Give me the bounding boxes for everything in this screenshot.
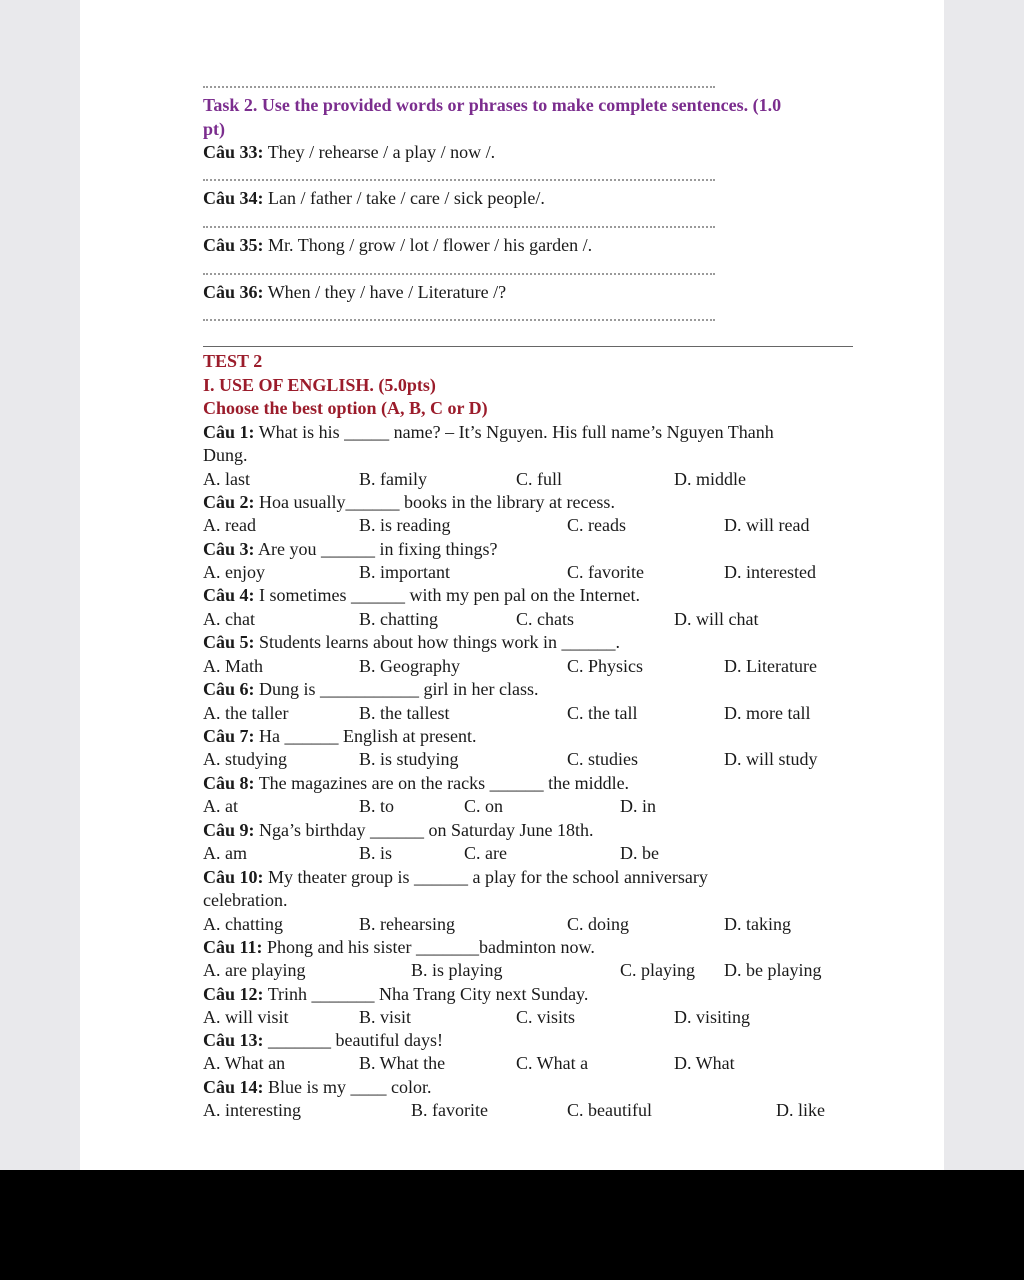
question-number: Câu 6:	[203, 679, 255, 699]
question-14-option-c[interactable]: C. beautiful	[567, 1100, 652, 1120]
question-3-option-b[interactable]: B. important	[359, 562, 450, 582]
question-10-stem-cont: celebration.	[203, 890, 288, 910]
question-1-stem-cont: Dung.	[203, 445, 248, 465]
question-number: Câu 10:	[203, 867, 264, 887]
question-13-stem	[203, 1029, 443, 1051]
question-7-option-c[interactable]: C. studies	[567, 749, 639, 769]
instruction: Choose the best option (A, B, C or D)	[203, 398, 488, 418]
task2-item: Câu 35: Mr. Thong / grow / lot / flower / his garden /.	[203, 235, 593, 255]
question-11-stem	[203, 936, 595, 958]
question-3-option-a[interactable]: A. enjoy	[203, 562, 265, 582]
test-title: TEST 2	[203, 351, 263, 371]
question-10-stem	[203, 866, 708, 888]
question-12-option-a[interactable]: A. will visit	[203, 1007, 289, 1027]
question-13-option-b[interactable]: B. What the	[359, 1053, 446, 1073]
question-4-option-d[interactable]: D. will chat	[674, 609, 759, 629]
task2-item: Câu 36: When / they / have / Literature /?	[203, 282, 507, 302]
question-number: Câu 11:	[203, 937, 263, 957]
question-7-option-a[interactable]: A. studying	[203, 749, 288, 769]
question-number: Câu 4:	[203, 585, 255, 605]
question-text: Hoa usually______ books in the library at recess.	[254, 492, 615, 512]
question-number: Câu 14:	[203, 1077, 264, 1097]
question-8-option-c[interactable]: C. on	[464, 796, 504, 816]
question-7-option-b[interactable]: B. is studying	[359, 749, 459, 769]
question-13-option-a[interactable]: A. What an	[203, 1053, 286, 1073]
question-9-option-b[interactable]: B. is	[359, 843, 393, 863]
question-11-option-d[interactable]: D. be playing	[724, 960, 822, 980]
question-text: Students learns about how things work in ______.	[254, 632, 620, 652]
question-text: Dung is ___________ girl in her class.	[254, 679, 539, 699]
question-text: _______ beautiful days!	[263, 1030, 443, 1050]
question-5-option-b[interactable]: B. Geography	[359, 656, 460, 676]
question-7-option-d[interactable]: D. will study	[724, 749, 818, 769]
question-12-stem	[203, 983, 588, 1005]
question-9-option-a[interactable]: A. am	[203, 843, 247, 863]
question-text: Ha ______ English at present.	[254, 726, 477, 746]
question-11-option-b[interactable]: B. is playing	[411, 960, 503, 980]
question-6-option-a[interactable]: A. the taller	[203, 703, 289, 723]
question-2-stem	[203, 491, 615, 513]
question-4-stem	[203, 584, 640, 606]
task2-item: Câu 33: They / rehearse / a play / now /.	[203, 142, 496, 162]
question-5-option-a[interactable]: A. Math	[203, 656, 263, 676]
question-5-option-c[interactable]: C. Physics	[567, 656, 644, 676]
question-6-stem	[203, 678, 539, 700]
question-text: The magazines are on the racks ______ the middle.	[254, 773, 630, 793]
answer-line	[203, 226, 715, 228]
question-2-option-a[interactable]: A. read	[203, 515, 256, 535]
question-11-option-a[interactable]: A. are playing	[203, 960, 306, 980]
question-1-stem	[203, 421, 774, 443]
question-8-option-d[interactable]: D. in	[620, 796, 656, 816]
question-text: Blue is my ____ color.	[263, 1077, 432, 1097]
question-number: Câu 8:	[203, 773, 255, 793]
question-1-option-d[interactable]: D. middle	[674, 469, 746, 489]
question-4-option-b[interactable]: B. chatting	[359, 609, 438, 629]
question-number: Câu 12:	[203, 984, 264, 1004]
question-1-option-a[interactable]: A. last	[203, 469, 250, 489]
section-divider	[203, 346, 853, 347]
question-number: Câu 7:	[203, 726, 255, 746]
question-text: My theater group is ______ a play for the school anniversary	[263, 867, 708, 887]
question-13-option-d[interactable]: D. What	[674, 1053, 735, 1073]
question-9-option-d[interactable]: D. be	[620, 843, 659, 863]
question-number: Câu 5:	[203, 632, 255, 652]
question-3-stem	[203, 538, 498, 560]
question-number: Câu 3:	[203, 539, 255, 559]
question-3-option-d[interactable]: D. interested	[724, 562, 816, 582]
question-3-option-c[interactable]: C. favorite	[567, 562, 644, 582]
answer-line	[203, 319, 715, 321]
question-14-stem	[203, 1076, 432, 1098]
question-12-option-b[interactable]: B. visit	[359, 1007, 412, 1027]
question-1-option-b[interactable]: B. family	[359, 469, 427, 489]
question-12-option-c[interactable]: C. visits	[516, 1007, 576, 1027]
task2-title-cont: pt)	[203, 119, 225, 139]
question-2-option-b[interactable]: B. is reading	[359, 515, 451, 535]
question-8-stem	[203, 772, 629, 794]
question-text: What is his _____ name? – It’s Nguyen. His full name’s Nguyen Thanh	[254, 422, 774, 442]
question-text: Phong and his sister _______badminton now.	[262, 937, 595, 957]
section-title: I. USE OF ENGLISH. (5.0pts)	[203, 375, 436, 395]
question-14-option-b[interactable]: B. favorite	[411, 1100, 488, 1120]
question-2-option-c[interactable]: C. reads	[567, 515, 626, 535]
task2-title: Task 2. Use the provided words or phrases to make complete sentences. (1.0	[203, 95, 782, 115]
question-8-option-b[interactable]: B. to	[359, 796, 395, 816]
question-10-option-d[interactable]: D. taking	[724, 914, 791, 934]
question-number: Câu 2:	[203, 492, 255, 512]
question-8-option-a[interactable]: A. at	[203, 796, 238, 816]
question-10-option-c[interactable]: C. doing	[567, 914, 630, 934]
question-text: Trinh _______ Nha Trang City next Sunday.	[263, 984, 589, 1004]
answer-line	[203, 179, 715, 181]
question-12-option-d[interactable]: D. visiting	[674, 1007, 751, 1027]
question-14-option-d[interactable]: D. like	[776, 1100, 825, 1120]
question-9-option-c[interactable]: C. are	[464, 843, 507, 863]
question-text: Nga’s birthday ______ on Saturday June 18th.	[254, 820, 594, 840]
question-6-option-c[interactable]: C. the tall	[567, 703, 638, 723]
question-number: Câu 1:	[203, 422, 255, 442]
answer-line	[203, 273, 715, 275]
question-text: Are you ______ in fixing things?	[254, 539, 498, 559]
question-10-option-b[interactable]: B. rehearsing	[359, 914, 455, 934]
question-2-option-d[interactable]: D. will read	[724, 515, 810, 535]
answer-line	[203, 86, 715, 88]
question-13-option-c[interactable]: C. What a	[516, 1053, 589, 1073]
question-5-option-d[interactable]: D. Literature	[724, 656, 817, 676]
question-number: Câu 9:	[203, 820, 255, 840]
question-6-option-d[interactable]: D. more tall	[724, 703, 811, 723]
question-7-stem	[203, 725, 476, 747]
question-4-option-a[interactable]: A. chat	[203, 609, 255, 629]
question-text: I sometimes ______ with my pen pal on the Internet.	[254, 585, 640, 605]
question-4-option-c[interactable]: C. chats	[516, 609, 574, 629]
question-10-option-a[interactable]: A. chatting	[203, 914, 283, 934]
question-number: Câu 13:	[203, 1030, 264, 1050]
question-5-stem	[203, 631, 620, 653]
question-1-option-c[interactable]: C. full	[516, 469, 563, 489]
question-11-option-c[interactable]: C. playing	[620, 960, 695, 980]
question-9-stem	[203, 819, 593, 841]
question-14-option-a[interactable]: A. interesting	[203, 1100, 301, 1120]
question-6-option-b[interactable]: B. the tallest	[359, 703, 450, 723]
task2-item: Câu 34: Lan / father / take / care / sick people/.	[203, 188, 545, 208]
